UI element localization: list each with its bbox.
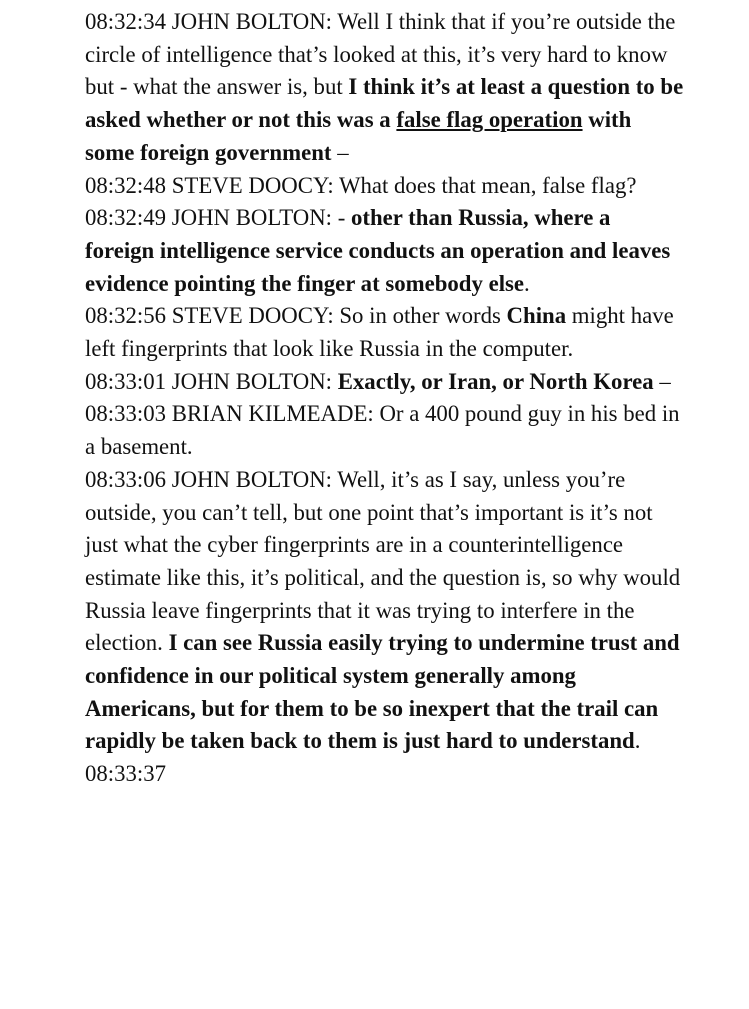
transcript-emphasis: Exactly, or Iran, or North Korea <box>337 368 654 394</box>
transcript-body <box>85 6 685 791</box>
transcript-emphasis: with some foreign government <box>85 107 632 165</box>
transcript-text: . 08:33:37 <box>85 728 641 787</box>
transcript-text: might have left fingerprints that look like Russia in the computer. <box>85 303 674 362</box>
transcript-text: 08:33:01 JOHN BOLTON: <box>85 368 338 394</box>
transcript-emphasis: I can see Russia easily trying to undermine trust and confidence in our political system generally among Americans, but for them to be so inexpert that the trail can rapidly be taken back to them is just hard to understand <box>85 630 680 754</box>
transcript-text: 08:32:49 JOHN BOLTON: - <box>85 205 351 231</box>
transcript-text: 08:32:56 STEVE DOOCY: So in other words <box>85 303 507 329</box>
transcript-entry <box>85 6 685 170</box>
transcript-emphasis: I think it’s at least a question to be asked whether or not this was a <box>85 74 684 133</box>
transcript-entry <box>85 170 685 203</box>
transcript-text: 08:33:03 BRIAN KILMEADE: Or a 400 pound guy in his bed in a basement. <box>85 401 680 460</box>
transcript-emphasis: China <box>506 303 567 329</box>
transcript-entry <box>85 366 685 399</box>
transcript-entry <box>85 464 685 791</box>
transcript-entry <box>85 202 685 300</box>
transcript-text: 08:33:06 JOHN BOLTON: Well, it’s as I say, unless you’re outside, you can’t tell, but one point that’s important is it’s not just what the cyber fingerprints are in a counterintelligence estimate like this, it’s political, and the question is, so why would Russia leave fingerprints that it was trying to interfere in the election. <box>85 466 681 656</box>
transcript-emphasis: other than Russia, where a foreign intelligence service conducts an operation and leaves evidence pointing the finger at somebody else <box>85 205 671 296</box>
transcript-text: . <box>524 270 530 296</box>
transcript-text: – <box>331 139 349 165</box>
transcript-emphasis-underlined: false flag operation <box>396 107 583 133</box>
transcript-text: 08:32:48 STEVE DOOCY: What does that mean, false flag? <box>85 172 637 198</box>
transcript-entry <box>85 398 685 463</box>
transcript-text: 08:32:34 JOHN BOLTON: Well I think that if you’re outside the circle of intelligence that’s looked at this, it’s very hard to know but - what the answer is, but <box>85 9 676 100</box>
transcript-text: – <box>653 368 671 394</box>
transcript-entry <box>85 300 685 365</box>
